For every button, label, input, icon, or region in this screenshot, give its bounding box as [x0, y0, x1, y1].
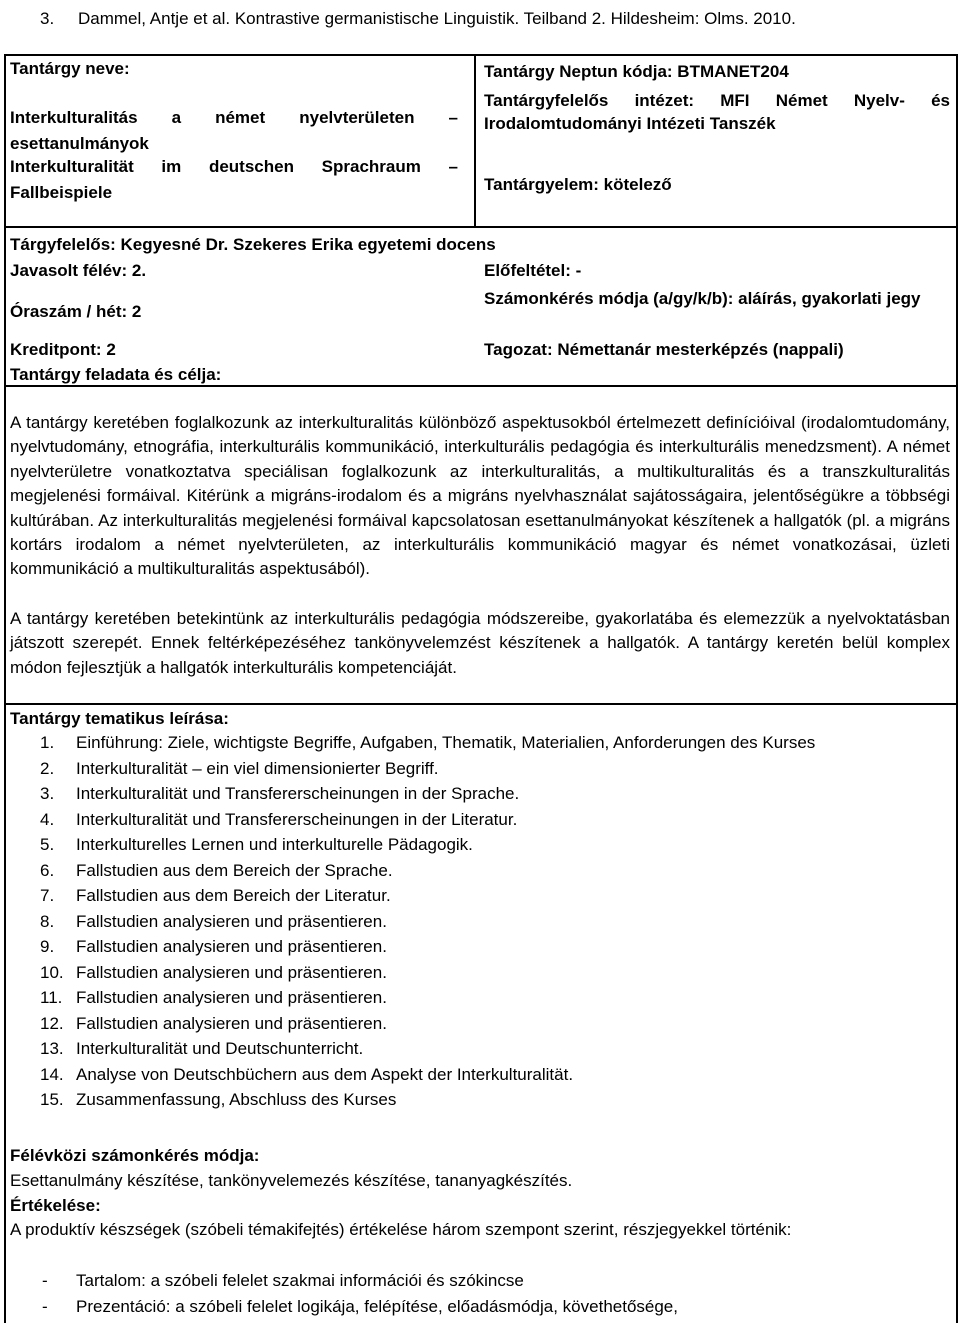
thematic-item-text: Fallstudien analysieren und präsentieren. — [76, 988, 387, 1007]
goal-text-2: A tantárgy keretében betekintünk az interkulturális pedagógia módszereibe, gyakorlatába és elemezzük a nyelvoktatásban játszott szerepét. Ennek feltérképezéséhez tankönyvelemzést készítenek a hallgatók. A tantárgy keretén belül komplex módon fejlesztjük a hallgatók interkulturális kompetenciáját. — [10, 609, 950, 677]
thematic-item — [40, 934, 940, 960]
thematic-item-number: 4. — [40, 809, 55, 829]
dash-bullet-icon: - — [42, 1296, 48, 1316]
thematic-item — [40, 1087, 940, 1113]
thematic-item-text: Fallstudien analysieren und präsentieren. — [76, 1013, 387, 1033]
thematic-item-number: 8. — [40, 911, 55, 931]
weekly-hours: Óraszám / hét: 2 — [10, 302, 142, 321]
thematic-item-text: Einführung: Ziele, wichtigste Begriffe, Aufgaben, Thematik, Materialien, Anforderungen des Kurses — [76, 733, 816, 752]
reference-entry — [40, 6, 920, 32]
course-name-de: Interkulturalität im deutschen Sprachraum – Fallbeispiele — [10, 157, 458, 202]
evaluation-list — [40, 1268, 920, 1319]
thematic-item-text: Fallstudien analysieren und präsentieren. — [76, 937, 387, 956]
table-divider-vertical — [474, 54, 476, 227]
goal-text-1: A tantárgy keretében foglalkozunk az interkulturalitás különböző aspektusokból értelmezett definícióival (irodalomtudomány, nyelvtudomány, etnográfia, interkulturális kommunikáció, interkulturális pedagógia és interkulturális menedzsment). A német nyelvterületre vonatkoztatva speciálisan foglalkozunk az interkulturalitás, a multikulturalitás és a transzkulturalitás megjelenési formáival. Kitérünk a migráns-irodalom és a migráns nyelvhasználat sajátosságaira, jelentőségükre a többségi kultúrában. Az interkulturalitás megjelenési formáival kapcsolatosan esettanulmányokat készítenek a hallgatók (pl. a migráns kortárs irodalom a német nyelvterületen, az interkulturális kommunikáció magyar és német vonatkozásai, üzleti kommunikáció a multikulturalitás aspektusából). — [10, 413, 950, 579]
thematic-item — [40, 1011, 940, 1037]
thematic-item-number: 6. — [40, 860, 55, 880]
thematic-item-text: Fallstudien analysieren und präsentieren. — [76, 962, 387, 982]
thematic-item-text: Interkulturalität und Transfererscheinungen in der Literatur. — [76, 809, 518, 829]
thematic-item-text: Fallstudien aus dem Bereich der Literatur. — [76, 886, 391, 905]
thematic-item-number: 3. — [40, 784, 55, 803]
evaluation-item-text: Tartalom: a szóbeli felelet szakmai információi és szókincse — [76, 1271, 524, 1290]
thematic-item-number: 11. — [40, 988, 63, 1007]
thematic-item-text: Fallstudien aus dem Bereich der Sprache. — [76, 860, 393, 880]
assessment-mode: Számonkérés módja (a/gy/k/b): aláírás, gyakorlati jegy — [484, 289, 921, 308]
goal-label: Tantárgy feladata és célja: — [10, 365, 222, 384]
thematic-item — [40, 730, 940, 756]
thematic-item — [40, 781, 940, 807]
reference-text: Dammel, Antje et al. Kontrastive germanistische Linguistik. Teilband 2. Hildesheim: Olms. 2010. — [78, 9, 796, 28]
thematic-item-number: 15. — [40, 1090, 64, 1109]
course-responsible: Tárgyfelelős: Kegyesné Dr. Szekeres Erika egyetemi docens — [10, 235, 496, 254]
evaluation-item-text: Prezentáció: a szóbeli felelet logikája, felépítése, előadásmódja, követhetősége, — [76, 1296, 678, 1316]
thematic-item — [40, 832, 940, 858]
thematic-item — [40, 1036, 940, 1062]
thematic-item — [40, 858, 940, 884]
thematic-item-number: 12. — [40, 1013, 64, 1033]
thematic-item-text: Interkulturelles Lernen und interkulturelle Pädagogik. — [76, 835, 473, 854]
thematic-item-number: 13. — [40, 1039, 64, 1058]
prerequisite: Előfeltétel: - — [484, 261, 582, 280]
thematic-item — [40, 883, 940, 909]
thematic-item — [40, 960, 940, 986]
thematic-label: Tantárgy tematikus leírása: — [10, 709, 229, 728]
thematic-item-number: 1. — [40, 733, 55, 752]
thematic-item-number: 7. — [40, 886, 55, 905]
responsible-institute: Tantárgyfelelős intézet: MFI Német Nyelv- és Irodalomtudományi Intézeti Tanszék — [484, 91, 950, 133]
thematic-item-number: 14. — [40, 1064, 64, 1084]
thematic-item-number: 5. — [40, 835, 55, 854]
thematic-item — [40, 807, 940, 833]
thematic-item — [40, 985, 940, 1011]
reference-number: 3. — [40, 9, 55, 28]
recommended-semester: Javasolt félév: 2. — [10, 261, 147, 280]
table-divider-thematic — [4, 703, 958, 705]
thematic-item-text: Interkulturalität – ein viel dimensionierter Begriff. — [76, 758, 439, 778]
midterm-label: Félévközi számonkérés módja: — [10, 1146, 260, 1165]
thematic-list — [40, 730, 940, 1113]
course-name-hu: Interkulturalitás a német nyelvterületen – esettanulmányok — [10, 108, 458, 153]
program-type: Tagozat: Némettanár mesterképzés (nappali) — [484, 340, 844, 359]
thematic-item — [40, 909, 940, 935]
thematic-item-text: Interkulturalität und Transfererscheinungen in der Sprache. — [76, 784, 520, 803]
thematic-item-text: Interkulturalität und Deutschunterricht. — [76, 1039, 364, 1058]
course-element: Tantárgyelem: kötelező — [484, 175, 672, 194]
thematic-item-text: Analyse von Deutschbüchern aus dem Aspekt der Interkulturalität. — [76, 1064, 574, 1084]
thematic-item-number: 9. — [40, 937, 55, 956]
credit-points: Kreditpont: 2 — [10, 340, 116, 359]
evaluation-item — [40, 1268, 920, 1294]
thematic-item-number: 2. — [40, 758, 55, 778]
midterm-text: Esettanulmány készítése, tankönyvelemezés készítése, tananyagkészítés. — [10, 1171, 573, 1190]
thematic-item — [40, 1062, 940, 1088]
thematic-item-text: Zusammenfassung, Abschluss des Kurses — [76, 1090, 397, 1109]
thematic-item — [40, 756, 940, 782]
course-name-label: Tantárgy neve: — [10, 59, 130, 78]
thematic-item-number: 10. — [40, 962, 64, 982]
dash-bullet-icon: - — [42, 1271, 48, 1290]
evaluation-item — [40, 1294, 920, 1320]
table-divider-header — [4, 226, 958, 228]
evaluation-text: A produktív készségek (szóbeli témakifejtés) értékelése három szempont szerint, részjegyekkel történik: — [10, 1220, 792, 1239]
evaluation-label: Értékelése: — [10, 1196, 101, 1215]
neptun-code: Tantárgy Neptun kódja: BTMANET204 — [484, 62, 789, 81]
thematic-item-text: Fallstudien analysieren und präsentieren. — [76, 911, 387, 931]
